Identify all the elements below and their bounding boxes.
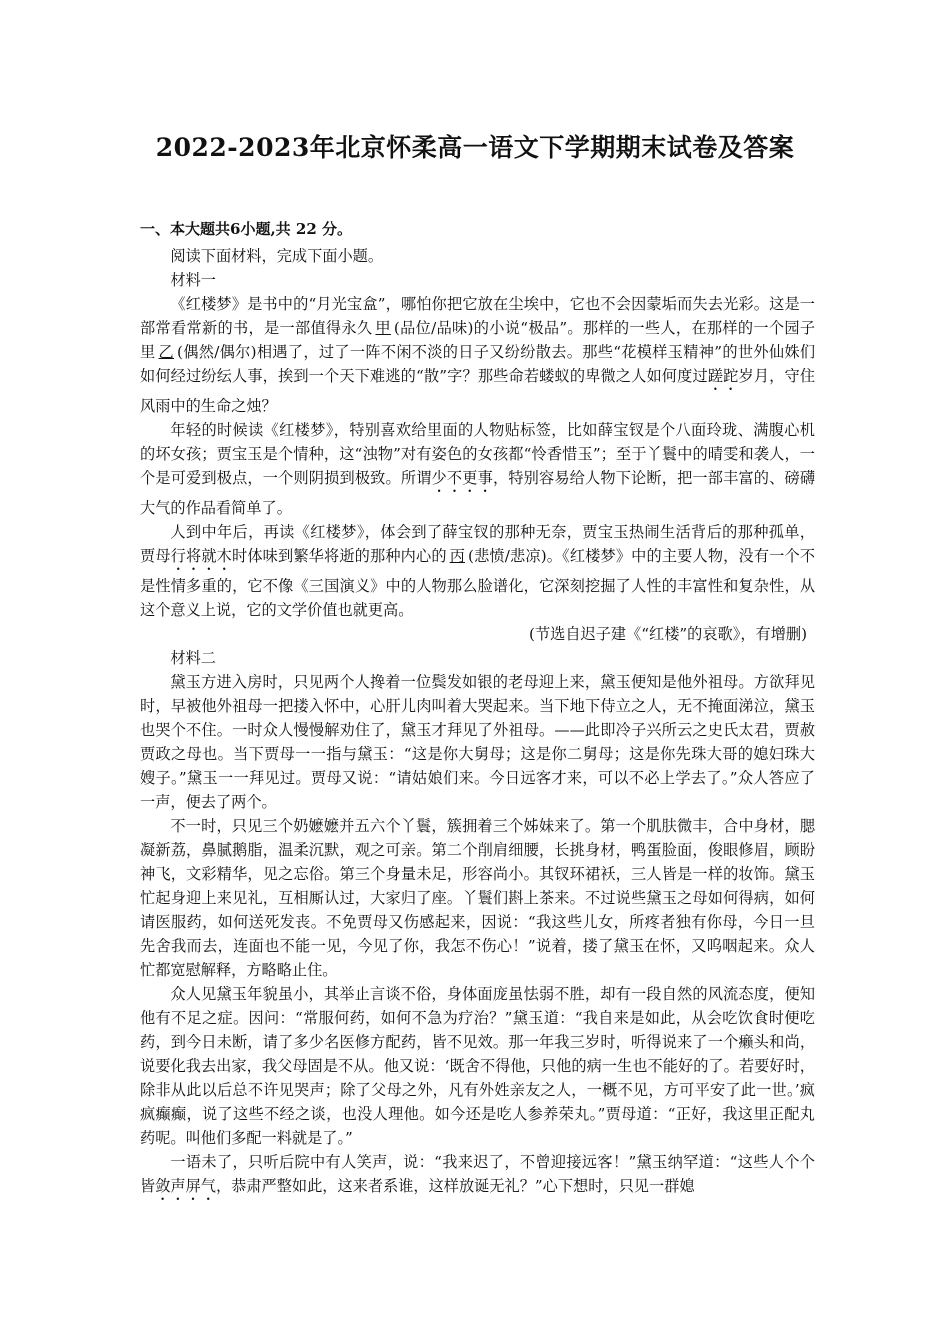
blank-jia: 甲 bbox=[375, 319, 391, 337]
material-two-paragraph-4 bbox=[140, 1150, 815, 1204]
text-span: 岁月，守住风雨中的生命之烛？ bbox=[140, 367, 816, 415]
material-one-label: 材料一 bbox=[170, 271, 216, 289]
text-span: (偶然/偶尔)相遇了，过了一阵不闲不淡的日子又纷纷散去。那些“花模样玉精神”的世外仙姝们如何经过纷纭人事，挨到一个天下难逃的“散”字？那些命若蝼蚁的卑微之人如何度过 bbox=[140, 343, 816, 385]
text-span: (悲愤/悲凉)。《红楼梦》中的主要人物，没有一个不是性情多重的，它不像《三国演义》中的人物那么脸谱化，它深刻挖掘了人性的丰富性和复杂性，从这个意义上说，它的文学价值也就更高。 bbox=[140, 547, 816, 619]
text-span: ，恭肃严整如此，这来者系谁，这样放诞无礼？”心下想时，只见一群媳 bbox=[215, 1177, 695, 1195]
material-one-paragraph-3 bbox=[140, 520, 815, 622]
text-span: ，特别容易给人物下论断，把一部丰富的、磅礴大气的作品看简单了。 bbox=[140, 469, 816, 517]
dotted-word: 少不更事 bbox=[431, 469, 493, 487]
instruction: 阅读下面材料，完成下面小题。 bbox=[170, 247, 384, 265]
dotted-word: 敛声屏气 bbox=[155, 1177, 216, 1195]
material-two-paragraph-1: 黛玉方进入房时，只见两个人搀着一位鬓发如银的老母迎上来，黛玉便知是他外祖母。方欲拜见时，早被他外祖母一把搂入怀中，心肝儿肉叫着大哭起来。当下地下侍立之人，无不掩面涕泣，黛玉也哭个不住。一时众人慢慢解劝住了，黛玉才拜见了外祖母。——此即冷子兴所云之史氏太君，贾赦贾政之母也。当下贾母一一指与黛玉：“这是你大舅母；这是你二舅母；这是你先珠大哥的媳妇珠大嫂子。”黛玉一一拜见过。贾母又说：“请姑娘们来。今日远客才来，可以不必上学去了。”众人答应了一声，便去了两个。 bbox=[140, 673, 815, 811]
page-title: 2022-2023年北京怀柔高一语文下学期期末试卷及答案 bbox=[155, 133, 795, 162]
material-one-paragraph-2 bbox=[140, 418, 815, 520]
text-span: 年轻的时候读《红楼梦》，特别喜欢给里面的人物贴标签，比如薛宝钗是个八面玲珑、满腹心机的坏女孩；贾宝玉是个情种，这“浊物”对有姿色的女孩都“怜香惜玉”；至于丫鬟中的晴雯和袭人，一个是可爱到极点，一个则阴损到极致。所谓 bbox=[140, 421, 815, 487]
section-heading: 一、本大题共6小题,共 22 分。 bbox=[140, 220, 352, 238]
document-body bbox=[140, 244, 815, 1204]
material-one-source: (节选自迟子建《“红楼”的哀歌》，有增删) bbox=[529, 625, 807, 643]
dotted-word: 蹉跎 bbox=[707, 367, 739, 385]
text-span: (品位/品味)的小说“极品”。那样的一些人，在那样的一个园子里 bbox=[140, 319, 816, 361]
text-span: 《红楼梦》是书中的“月光宝盒”，哪怕你把它放在尘埃中，它也不会因蒙垢而失去光彩。这是一部常看常新的书，是一部值得永久 bbox=[140, 295, 815, 337]
blank-yi: 乙 bbox=[158, 343, 174, 361]
dotted-word: 行将就木 bbox=[170, 547, 233, 565]
text-span: 一语未了，只听后院中有人笑声，说：“我来迟了，不曾迎接远客！”黛玉纳罕道：“这些人个个皆 bbox=[140, 1153, 815, 1195]
text-span: 人到中年后，再读《红楼梦》，体会到了薛宝钗的那种无奈，贾宝玉热闹生活背后的那种孤单，贾母 bbox=[140, 523, 815, 565]
material-one-paragraph-1 bbox=[140, 292, 815, 418]
blank-bing: 丙 bbox=[449, 547, 466, 565]
material-two-label: 材料二 bbox=[170, 649, 216, 667]
material-two-paragraph-3: 众人见黛玉年貌虽小，其举止言谈不俗，身体面庞虽怯弱不胜，却有一段自然的风流态度，便知他有不足之症。因问：“常服何药，如何不急为疗治？”黛玉道：“我自来是如此，从会吃饮食时便吃药，到今日未断，请了多少名医修方配药，皆不见效。那一年我三岁时，听得说来了一个癞头和尚，说要化我去出家，我父母固是不从。他又说：‘既舍不得他，只他的病一生也不能好的了。若要好时，除非从此以后总不许见哭声；除了父母之外，凡有外姓亲友之人，一概不见，方可平安了此一世。’疯疯癫癫，说了这些不经之谈，也没人理他。如今还是吃人参养荣丸。”贾母道：“正好，我这里正配丸药呢。叫他们多配一料就是了。” bbox=[140, 985, 815, 1147]
text-span: 时体味到繁华将逝的那种内心的 bbox=[232, 547, 447, 565]
material-two-paragraph-2: 不一时，只见三个奶嬷嬷并五六个丫鬟，簇拥着三个姊妹来了。第一个肌肤微丰，合中身材，腮凝新荔，鼻腻鹅脂，温柔沉默，观之可亲。第二个削肩细腰，长挑身材，鸭蛋脸面，俊眼修眉，顾盼神飞，文彩精华，见之忘俗。第三个身量未足，形容尚小。其钗环裙袄，三人皆是一样的妆饰。黛玉忙起身迎上来见礼，互相厮认过，大家归了座。丫鬟们斟上茶来。不过说些黛玉之母如何得病，如何请医服药，如何送死发丧。不免贾母又伤感起来，因说：“我这些儿女，所疼者独有你母，今日一旦先舍我而去，连面也不能一见，今见了你，我怎不伤心！”说着，搂了黛玉在怀，又呜咽起来。众人忙都宽慰解释，方略略止住。 bbox=[140, 817, 815, 979]
